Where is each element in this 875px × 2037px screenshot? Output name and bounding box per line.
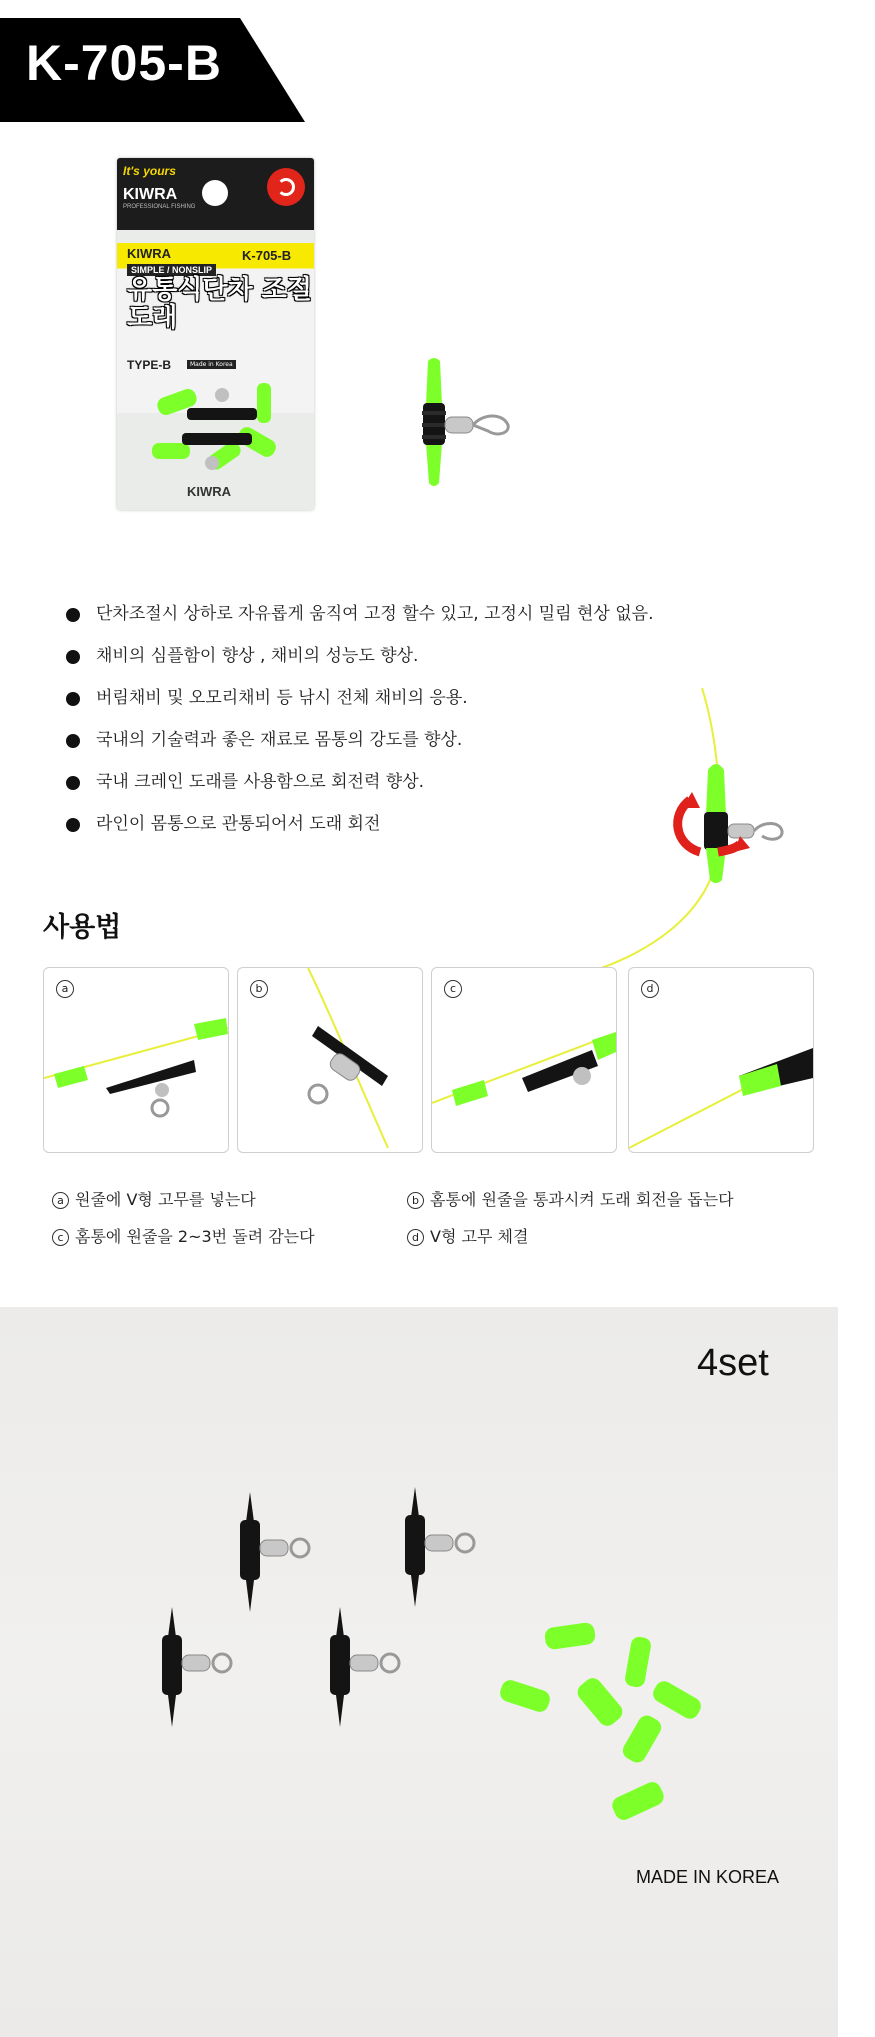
package-model: K-705-B: [242, 248, 292, 263]
product-package-image: [117, 158, 314, 510]
swivel-3: [162, 1607, 231, 1727]
package-brand-sub: PROFESSIONAL FISHING: [123, 204, 196, 210]
package-made-in: Made in Korea: [187, 360, 236, 369]
usage-step-d-image: [628, 967, 814, 1153]
caption-marker: c: [52, 1229, 69, 1246]
step-b-illustration: [238, 968, 422, 1152]
usage-title: 사용법: [43, 912, 122, 943]
step-marker: d: [641, 980, 659, 998]
caption-text: 홈통에 원줄을 2~3번 돌려 감는다: [75, 1227, 315, 1246]
product-set-photo: [0, 1307, 838, 2037]
package-type: TYPE-B: [127, 358, 172, 372]
feature-item: 단차조절시 상하로 자유롭게 움직여 고정 할수 있고, 고정시 밀림 현상 없음.: [66, 601, 654, 643]
package-bottom-brand: KIWRA: [187, 484, 232, 499]
step-caption-a: [52, 1187, 256, 1210]
feature-item: 국내 크레인 도래를 사용함으로 회전력 향상.: [66, 769, 654, 811]
step-caption-c: [52, 1224, 315, 1247]
four-swivels-and-rubbers-image: [0, 1307, 838, 2037]
feature-item: 채비의 심플함이 향상 , 채비의 성능도 향상.: [66, 643, 654, 685]
package-subtitle: SIMPLE / NONSLIP: [127, 264, 216, 276]
feature-item: 버림채비 및 오모리채비 등 낚시 전체 채비의 응용.: [66, 685, 654, 727]
usage-step-c-image: [431, 967, 617, 1153]
hang-hole: [202, 180, 228, 206]
caption-text: V형 고무 체결: [430, 1227, 529, 1246]
step-caption-d: [407, 1224, 528, 1247]
usage-step-a-image: [43, 967, 229, 1153]
set-count-label: 4set: [697, 1342, 769, 1384]
package-product-name: 유통식단차 조절도래: [127, 275, 312, 333]
step-marker: b: [250, 980, 268, 998]
swivel-1: [240, 1492, 309, 1612]
caption-text: 원줄에 V형 고무를 넣는다: [75, 1190, 256, 1209]
step-d-illustration: [629, 968, 813, 1152]
package-slogan: It's yours: [123, 164, 176, 178]
step-marker: c: [444, 980, 462, 998]
package-brand-logo: KIWRA: [123, 186, 178, 203]
packaged-swivels-image: [147, 373, 297, 483]
feature-item: 국내의 기술력과 좋은 재료로 몸통의 강도를 향상.: [66, 727, 654, 769]
product-swivel-image: [408, 355, 528, 490]
brand-emblem-icon: [267, 168, 305, 206]
step-c-illustration: [432, 968, 616, 1152]
made-in-label: MADE IN KOREA: [636, 1867, 780, 1887]
caption-marker: d: [407, 1229, 424, 1246]
rotation-illustration: [400, 680, 800, 1000]
step-marker: a: [56, 980, 74, 998]
package-label-brand: KIWRA: [127, 246, 172, 261]
caption-marker: a: [52, 1192, 69, 1209]
swivel-4: [330, 1607, 399, 1727]
green-rubbers: [498, 1622, 704, 1823]
feature-item: 라인이 몸통으로 관통되어서 도래 회전: [66, 811, 654, 853]
swivel-2: [405, 1487, 474, 1607]
step-caption-b: [407, 1187, 734, 1210]
step-a-illustration: [44, 968, 228, 1152]
caption-text: 홈통에 원줄을 통과시켜 도래 회전을 돕는다: [430, 1190, 734, 1209]
usage-step-b-image: [237, 967, 423, 1153]
caption-marker: b: [407, 1192, 424, 1209]
model-title: K-705-B: [26, 35, 222, 91]
